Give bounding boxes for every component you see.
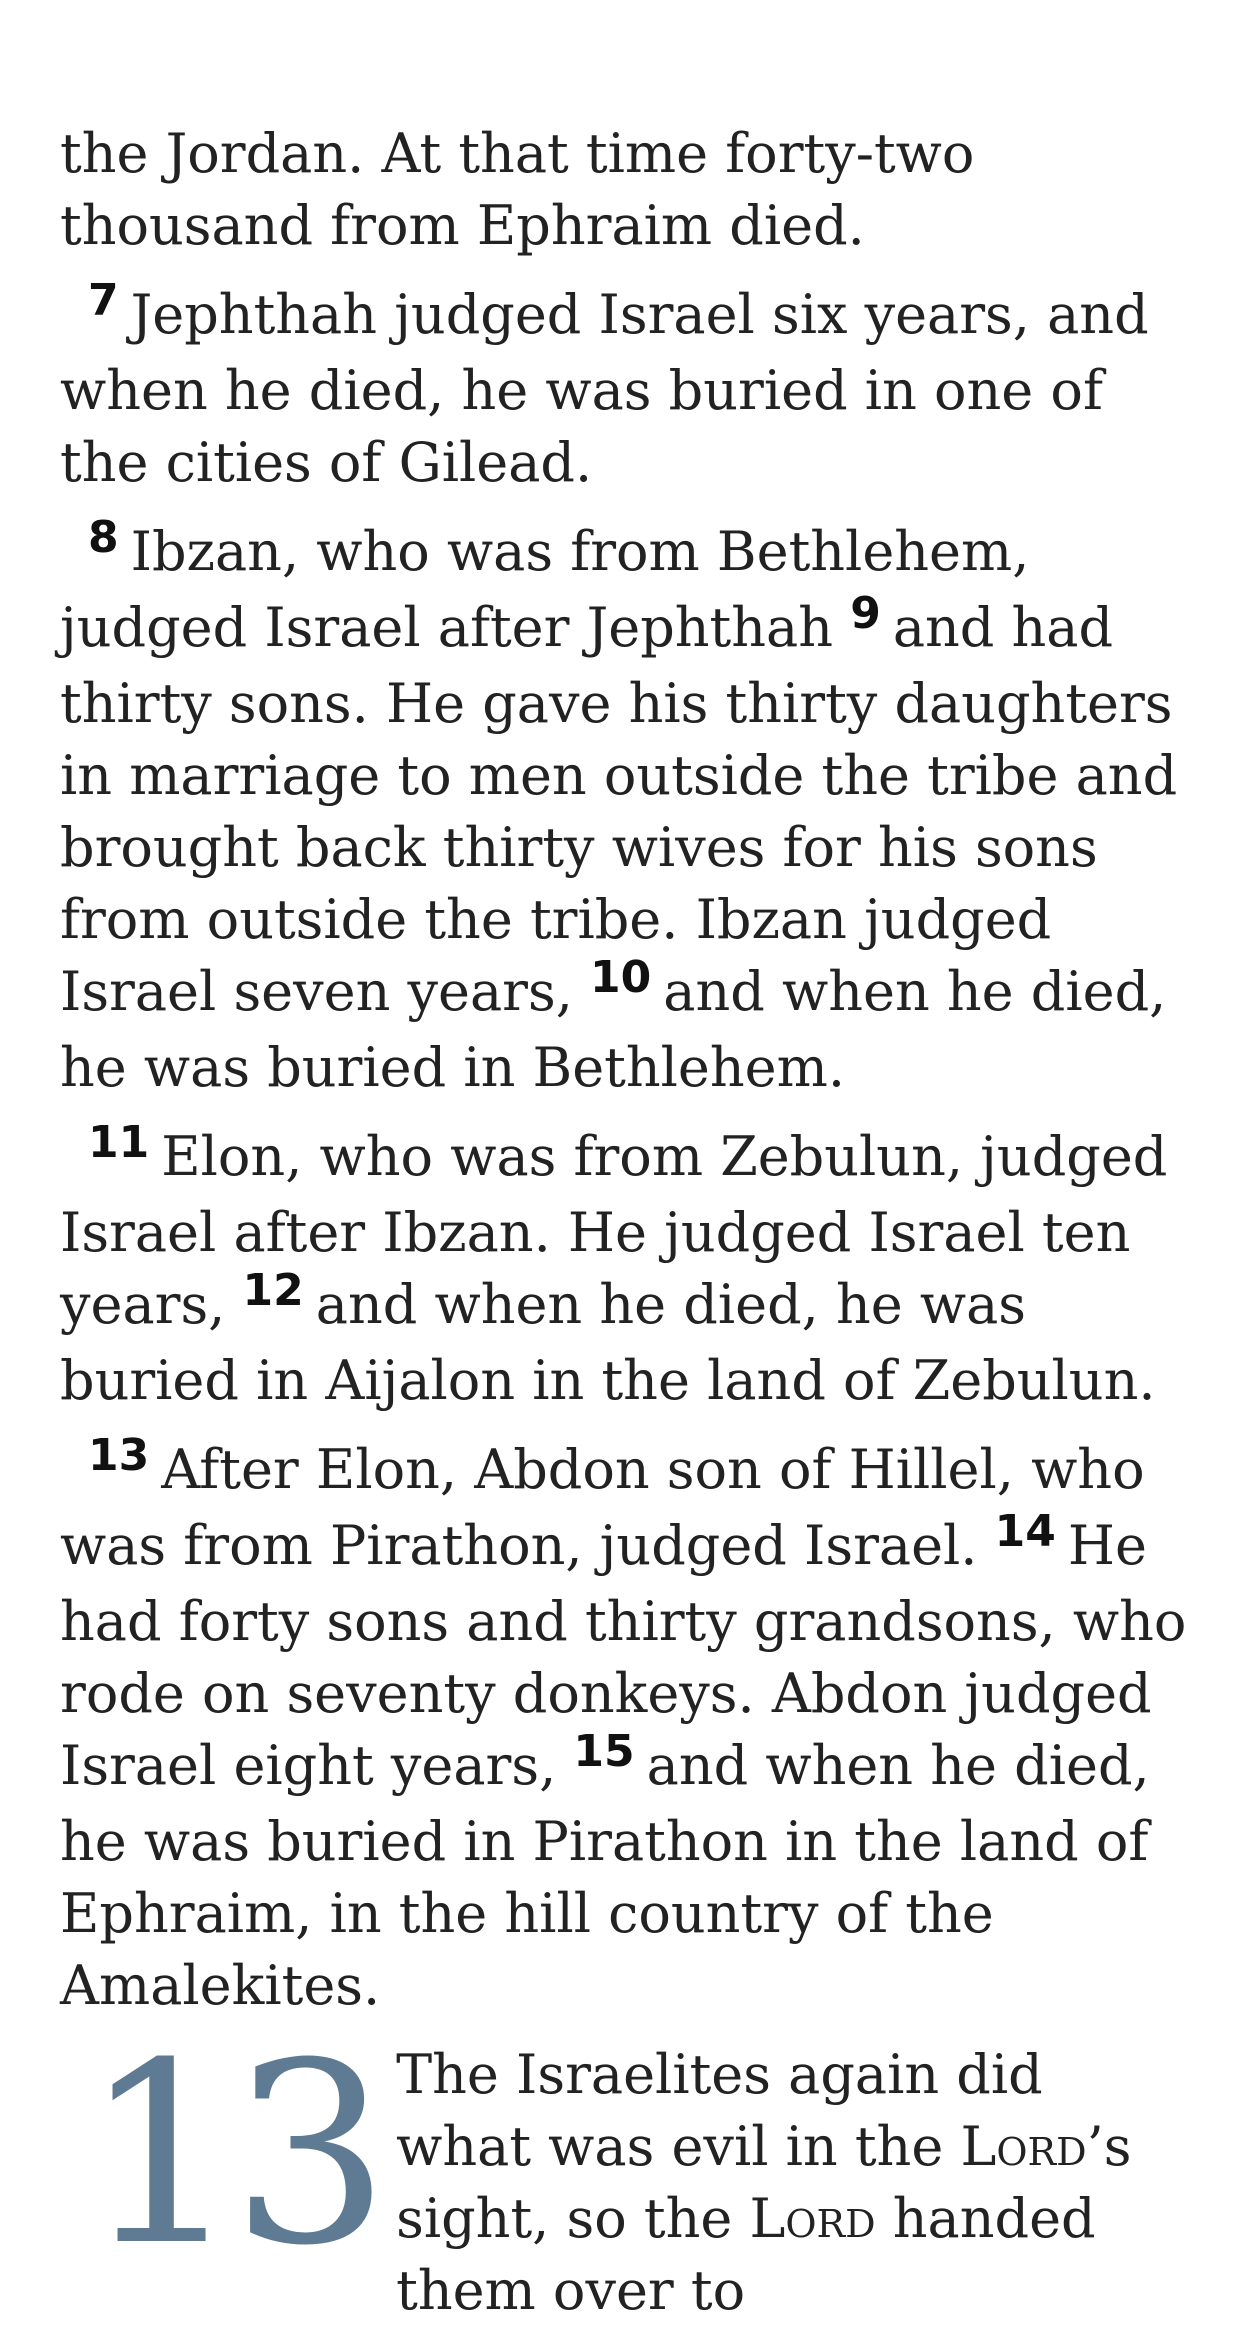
verse-number-11[interactable]: 11 xyxy=(88,1117,150,1168)
verse-text: handed them over to xyxy=(396,2187,1096,2322)
chapter-number[interactable]: 13 xyxy=(82,2009,381,2300)
verse-text: and when he died, he was buried in Bethlehem. xyxy=(60,960,1167,1099)
verse-text: Ibzan, who was from Bethlehem, judged Israel after Jephthah xyxy=(60,520,1030,659)
paragraph-verse-7 xyxy=(60,275,1194,499)
verse-text: the Jordan. At that time forty-two thousand from Ephraim died. xyxy=(60,122,975,257)
paragraph-continuation xyxy=(60,118,1194,262)
verse-number-8[interactable]: 8 xyxy=(88,512,119,563)
verse-text: and had thirty sons. He gave his thirty daughters in marriage to men outside the tribe and brought back thirty wives for his sons from outside the tribe. Ibzan judged Israel seven years, xyxy=(60,596,1178,1023)
verse-text: and when he died, he was buried in Pirathon in the land of Ephraim, in the hill country of the Amalekites. xyxy=(60,1734,1150,2017)
scripture-text xyxy=(60,118,1194,2327)
chapter-start xyxy=(60,2009,1194,2327)
verse-text: He had forty sons and thirty grandsons, who rode on seventy donkeys. Abdon judged Israel eight years, xyxy=(60,1514,1187,1797)
verse-number-14[interactable]: 14 xyxy=(994,1506,1056,1557)
verse-number-7[interactable]: 7 xyxy=(88,275,119,326)
verse-number-12[interactable]: 12 xyxy=(242,1265,304,1316)
paragraph-verse-8 xyxy=(60,512,1194,1104)
verse-number-13[interactable]: 13 xyxy=(88,1430,150,1481)
verse-number-15[interactable]: 15 xyxy=(573,1726,635,1777)
verse-number-9[interactable]: 9 xyxy=(850,588,881,639)
divine-name: Lord xyxy=(960,2115,1087,2178)
verse-text: Jephthah judged Israel six years, and when he died, he was buried in one of the cities of Gilead. xyxy=(60,283,1149,494)
verse-text: The Israelites again did what was evil in the xyxy=(396,2043,1043,2178)
verse-text: and when he died, he was buried in Aijalon in the land of Zebulun. xyxy=(60,1273,1156,1412)
verse-text: ’s sight, so the xyxy=(396,2115,1132,2250)
verse-text: Elon, who was from Zebulun, judged Israel after Ibzan. He judged Israel ten years, xyxy=(60,1125,1168,1336)
paragraph-verse-11 xyxy=(60,1117,1194,1417)
verse-text: After Elon, Abdon son of Hillel, who was from Pirathon, judged Israel. xyxy=(60,1438,1145,1577)
paragraph-verse-13 xyxy=(60,1430,1194,2022)
divine-name: Lord xyxy=(749,2187,876,2250)
verse-number-10[interactable]: 10 xyxy=(590,952,652,1003)
